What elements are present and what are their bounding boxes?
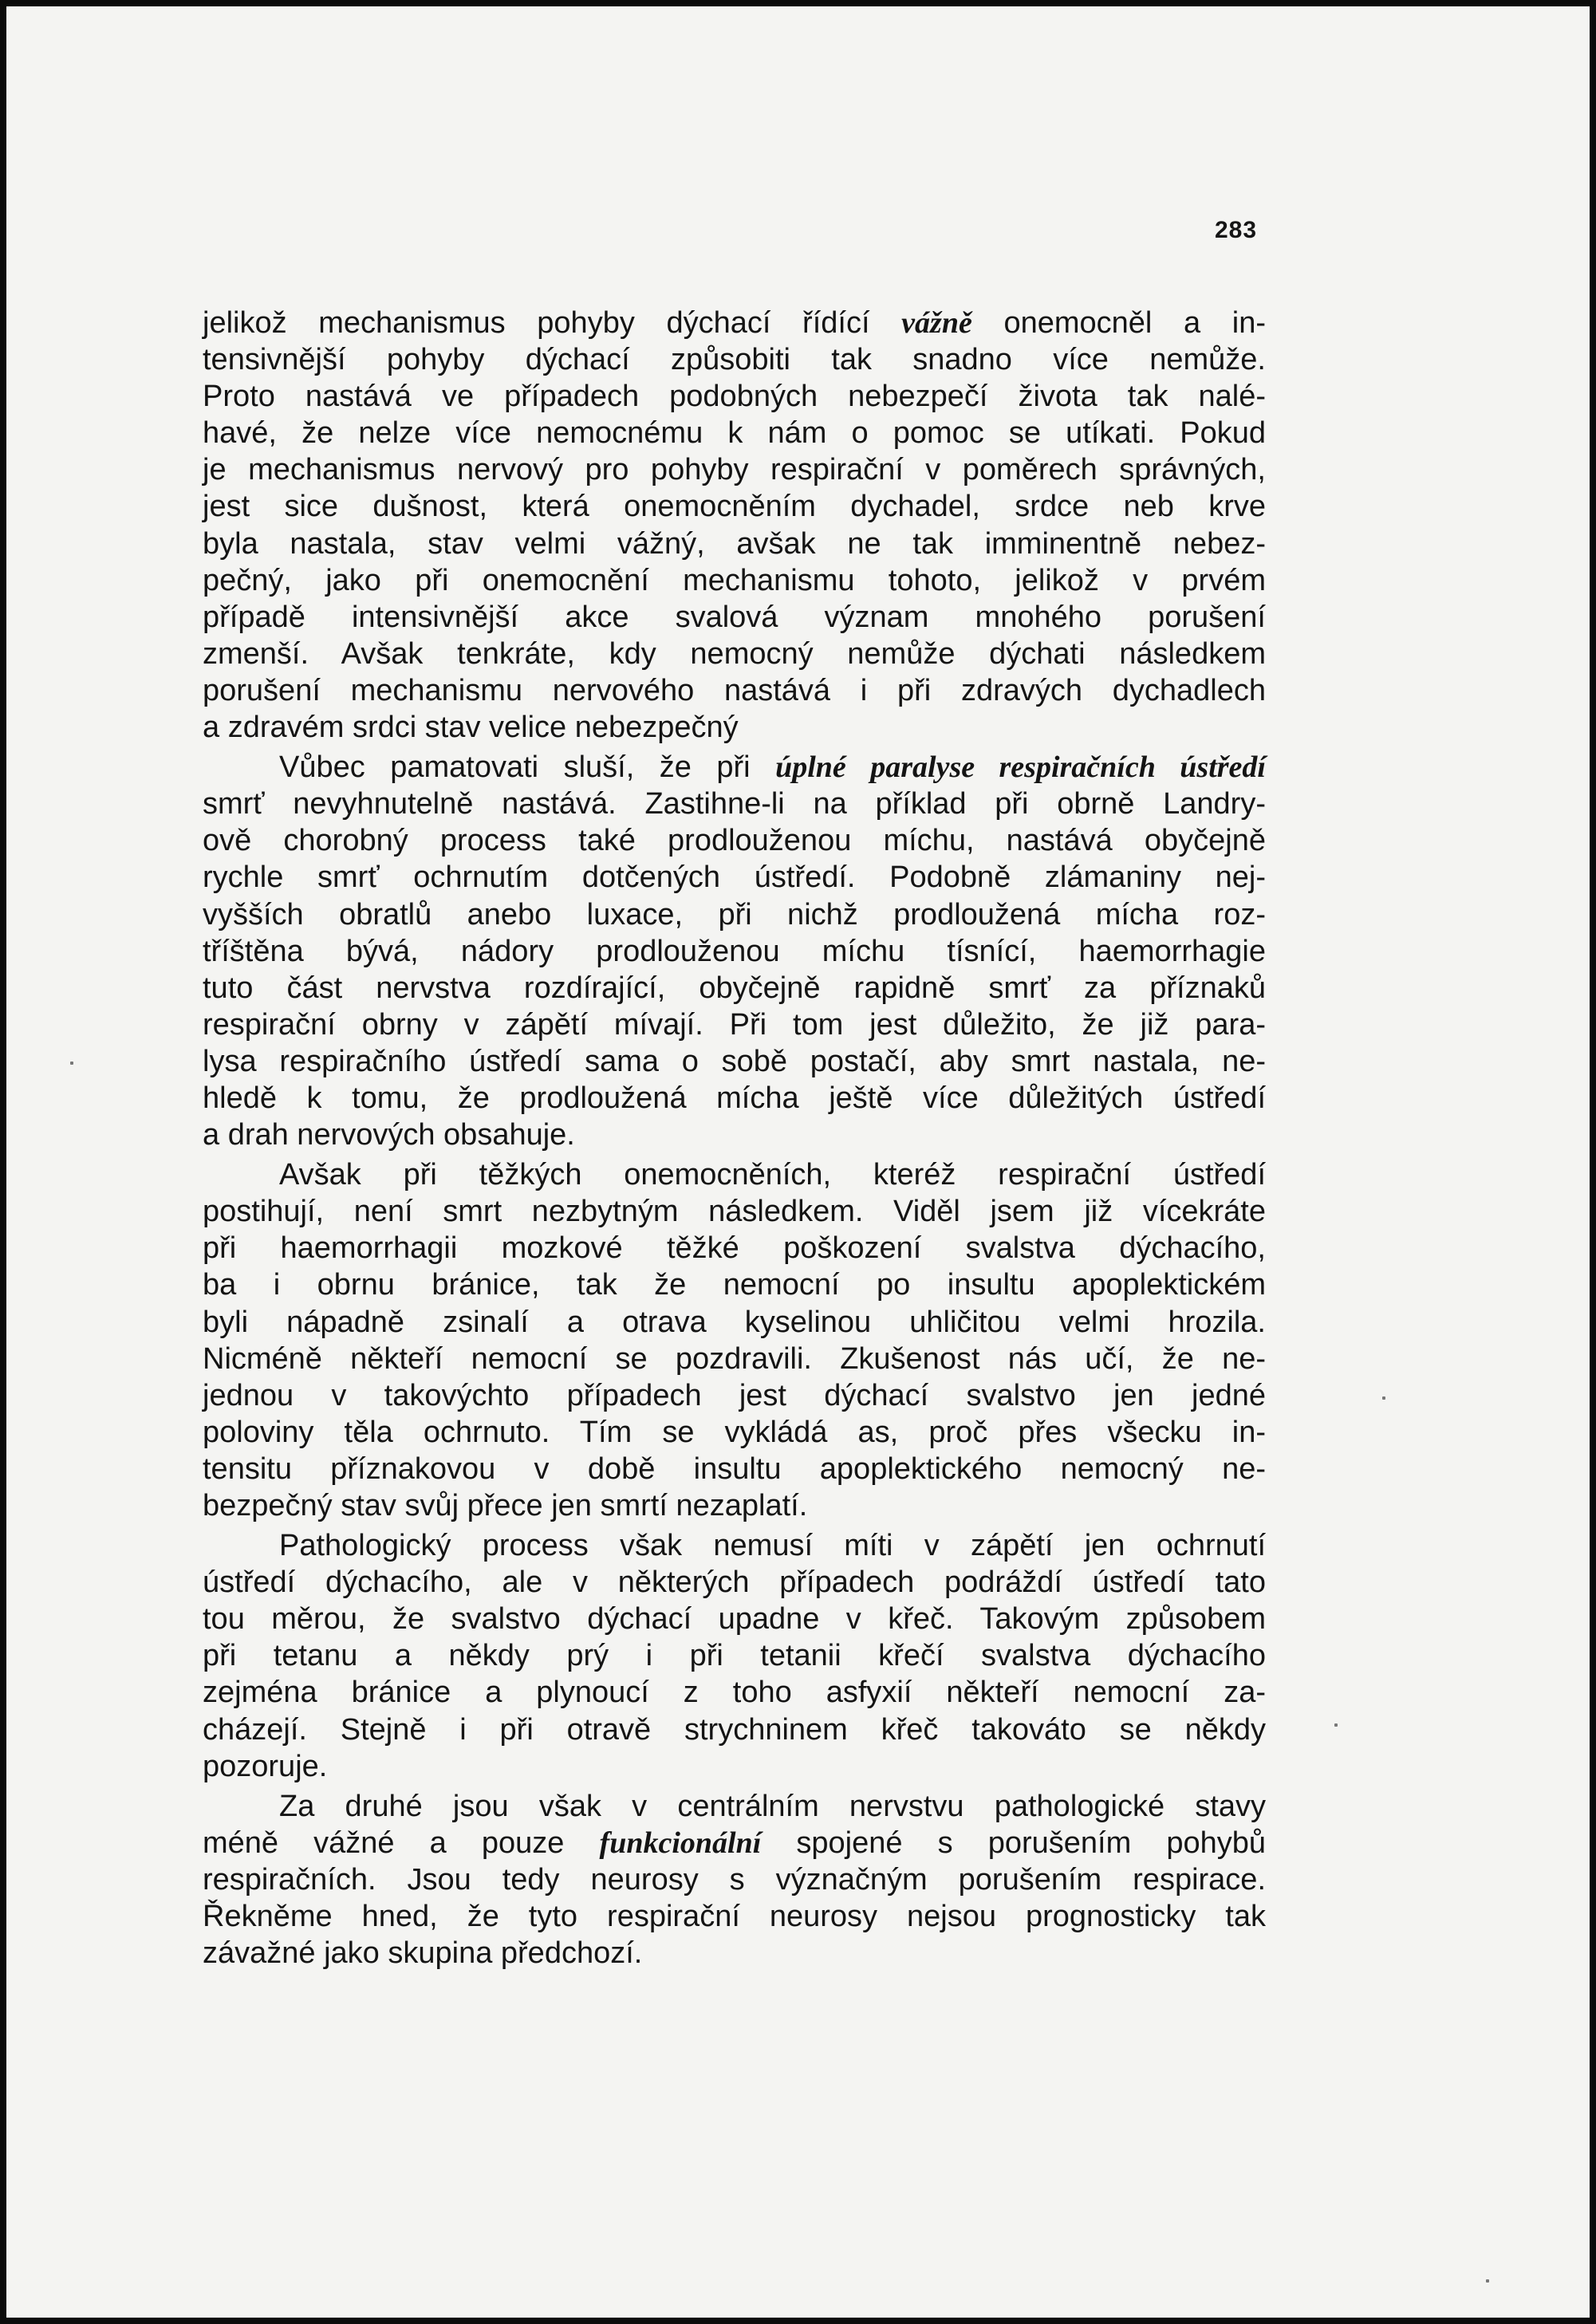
text-run: pozoruje. — [203, 1749, 328, 1783]
body-text — [203, 305, 1266, 1975]
text-run: jednou v takovýchto případech jest dýchací svalstvo jen jedné — [203, 1378, 1266, 1412]
text-run: havé, že nelze více nemocnému k nám o pomoc se utíkati. Pokud — [203, 416, 1266, 451]
text-line — [203, 415, 1266, 451]
paragraph — [203, 1788, 1266, 1971]
text-line — [203, 1377, 1266, 1414]
text-run: je mechanismus nervový pro pohyby respirační v poměrech správných, — [203, 453, 1266, 487]
text-line — [203, 378, 1266, 415]
text-line — [203, 1006, 1266, 1043]
text-run: ústředí dýchacího, ale v některých případech podráždí ústředí tato — [203, 1566, 1266, 1600]
page-number: 283 — [1215, 217, 1258, 243]
text-line — [203, 1080, 1266, 1117]
paper-speck — [1334, 1723, 1338, 1727]
text-line — [203, 1674, 1266, 1711]
text-run: závažné jako skupina předchozí. — [203, 1936, 643, 1971]
paragraph — [203, 305, 1266, 746]
text-run: a drah nervových obsahuje. — [203, 1118, 575, 1152]
text-run: hledě k tomu, že prodloužená mícha ještě více důležitých ústředí — [203, 1081, 1266, 1115]
text-line — [203, 1564, 1266, 1601]
text-line — [203, 749, 1266, 786]
text-line — [203, 1601, 1266, 1637]
emphasized-text: úplné paralyse respiračních ústředí — [775, 750, 1266, 785]
text-line — [203, 1043, 1266, 1080]
paragraph — [203, 1156, 1266, 1524]
text-run: Avšak při těžkých onemocněních, kteréž respirační ústředí — [279, 1158, 1266, 1192]
text-line — [203, 786, 1266, 822]
text-line — [203, 599, 1266, 636]
text-line — [203, 1825, 1266, 1861]
text-run: Vůbec pamatovati sluší, že při — [279, 750, 776, 785]
text-run: lysa respiračního ústředí sama o sobě postačí, aby smrt nastala, ne- — [203, 1044, 1266, 1078]
text-line — [203, 1193, 1266, 1230]
text-line — [203, 672, 1266, 709]
text-run: ba i obrnu bránice, tak že nemocní po insultu apoplektickém — [203, 1268, 1266, 1302]
text-line — [203, 1230, 1266, 1266]
text-run: tou měrou, že svalstvo dýchací upadne v křeč. Takovým způsobem — [203, 1602, 1266, 1637]
text-line — [203, 305, 1266, 341]
paper-speck — [1486, 2279, 1489, 2283]
text-run: při tetanu a někdy prý i při tetanii křečí svalstva dýchacího — [203, 1639, 1266, 1673]
text-line — [203, 1156, 1266, 1193]
text-run: vyšších obratlů anebo luxace, při nichž prodloužená mícha roz- — [203, 897, 1266, 932]
text-line — [203, 859, 1266, 896]
text-run: bezpečný stav svůj přece jen smrtí nezaplatí. — [203, 1489, 808, 1522]
text-line — [203, 636, 1266, 672]
text-run: a zdravém srdci stav velice nebezpečný — [203, 711, 739, 745]
paragraph — [203, 749, 1266, 1153]
text-run: smrť nevyhnutelně nastává. Zastihne-li na příklad při obrně Landry- — [203, 787, 1266, 821]
text-line — [203, 1935, 1266, 1971]
text-line — [203, 526, 1266, 562]
text-run: zmenší. Avšak tenkráte, kdy nemocný nemůže dýchati následkem — [203, 636, 1266, 671]
text-line — [203, 488, 1266, 525]
text-run: spojené s porušením pohybů — [761, 1826, 1267, 1860]
text-line — [203, 1637, 1266, 1674]
text-run: respiračních. Jsou tedy neurosy s význačným porušením respirace. — [203, 1862, 1266, 1897]
paper-speck — [70, 1062, 73, 1065]
emphasized-text: vážně — [901, 306, 972, 340]
paragraph — [203, 1527, 1266, 1785]
text-line — [203, 1748, 1266, 1785]
text-run: cházejí. Stejně i při otravě strychninem křeč takováto se někdy — [203, 1712, 1266, 1747]
text-run: jest sice dušnost, která onemocněním dychadel, srdce neb krve — [203, 490, 1266, 524]
text-run: Pathologický process však nemusí míti v zápětí jen ochrnutí — [279, 1529, 1266, 1563]
text-run: Proto nastává ve případech podobných nebezpečí života tak nalé- — [203, 380, 1266, 414]
text-run: ově chorobný process také prodlouženou míchu, nastává obyčejně — [203, 824, 1266, 858]
text-run: byla nastala, stav velmi vážný, avšak ne tak imminentně nebez- — [203, 526, 1266, 561]
text-run: zejména bránice a plynoucí z toho asfyxií někteří nemocní za- — [203, 1676, 1266, 1710]
text-line — [203, 933, 1266, 970]
text-line — [203, 1341, 1266, 1377]
paper-speck — [1382, 1396, 1385, 1400]
text-run: respirační obrny v zápětí mívají. Při tom jest důležito, že již para- — [203, 1007, 1266, 1042]
text-line — [203, 1861, 1266, 1898]
text-run: tříštěna bývá, nádory prodlouženou míchu tísnící, haemorrhagie — [203, 934, 1266, 968]
text-line — [203, 1898, 1266, 1935]
text-run: Nicméně někteří nemocní se pozdravili. Zkušenost nás učí, že ne- — [203, 1341, 1266, 1376]
text-line — [203, 896, 1266, 933]
text-run: případě intensivnější akce svalová význam mnohého porušení — [203, 600, 1266, 634]
text-run: méně vážné a pouze — [203, 1826, 600, 1860]
text-run: tuto část nervstva rozdírající, obyčejně rapidně smrť za příznaků — [203, 971, 1266, 1005]
emphasized-text: funkcionální — [599, 1826, 762, 1860]
text-line — [203, 451, 1266, 488]
text-line — [203, 709, 1266, 746]
text-run: jelikož mechanismus pohyby dýchací řídící — [203, 306, 902, 340]
text-line — [203, 1527, 1266, 1564]
text-line — [203, 1711, 1266, 1748]
text-line — [203, 970, 1266, 1006]
text-run: byli nápadně zsinalí a otrava kyselinou uhličitou velmi hrozila. — [203, 1305, 1266, 1339]
text-run: porušení mechanismu nervového nastává i při zdravých dychadlech — [203, 673, 1266, 707]
text-run: tensivnější pohyby dýchací způsobiti tak snadno více nemůže. — [203, 343, 1266, 377]
text-run: onemocněl a in- — [971, 306, 1267, 340]
text-run: rychle smrť ochrnutím dotčených ústředí. Podobně zlámaniny nej- — [203, 861, 1266, 895]
text-run: Řekněme hned, že tyto respirační neurosy nejsou prognosticky tak — [203, 1900, 1266, 1934]
text-line — [203, 562, 1266, 599]
text-line — [203, 341, 1266, 378]
text-run: pečný, jako při onemocnění mechanismu tohoto, jelikož v prvém — [203, 563, 1266, 597]
book-page — [6, 6, 1590, 2318]
text-run: poloviny těla ochrnuto. Tím se vykládá as, proč přes všecku in- — [203, 1415, 1266, 1449]
text-line — [203, 1788, 1266, 1825]
text-run: Za druhé jsou však v centrálním nervstvu pathologické stavy — [279, 1789, 1266, 1823]
text-line — [203, 1487, 1266, 1524]
text-run: postihují, není smrt nezbytným následkem. Viděl jsem již vícekráte — [203, 1195, 1266, 1229]
text-line — [203, 1266, 1266, 1303]
text-line — [203, 1414, 1266, 1451]
text-run: při haemorrhagii mozkové těžké poškození svalstva dýchacího, — [203, 1231, 1266, 1266]
text-line — [203, 1304, 1266, 1341]
text-line — [203, 1451, 1266, 1487]
text-line — [203, 822, 1266, 859]
text-run: tensitu příznakovou v době insultu apoplektického nemocný ne- — [203, 1452, 1266, 1486]
text-line — [203, 1117, 1266, 1153]
